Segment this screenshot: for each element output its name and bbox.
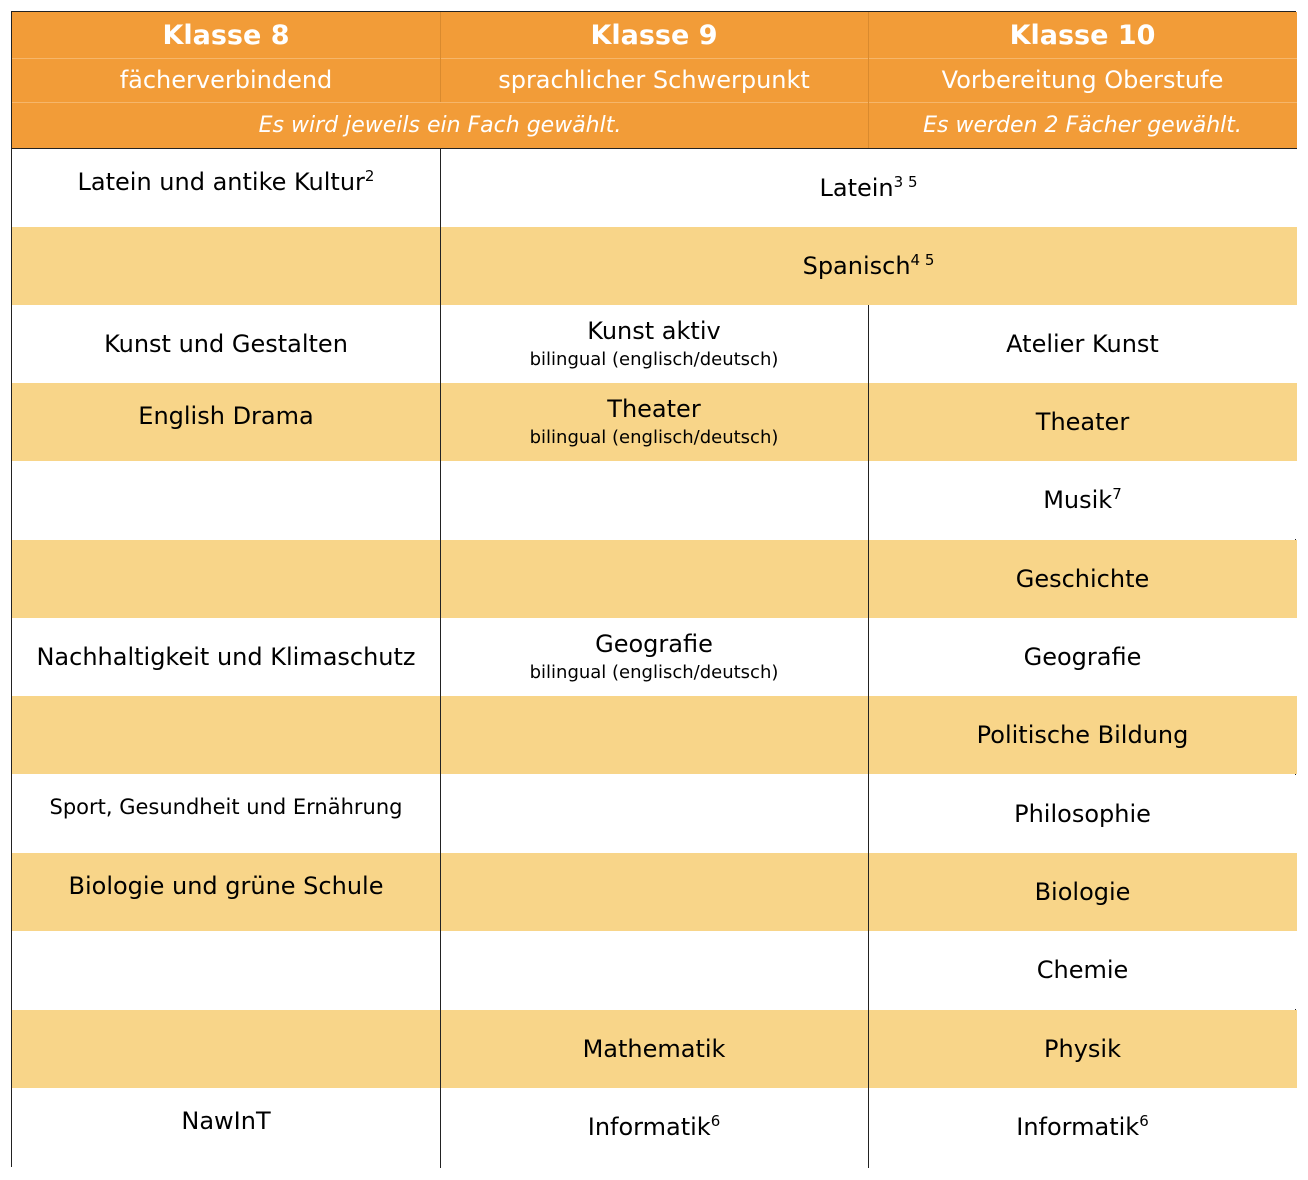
cell-geografie-10: Geografie [1023, 642, 1142, 671]
informatik-10-footnote: 6 [1139, 1112, 1149, 1131]
cell-geografie-9: Geografie bilingual (englisch/deutsch) [529, 630, 779, 683]
informatik-9-footnote: 6 [710, 1112, 721, 1131]
cell-geschichte-10: Geschichte [1015, 564, 1150, 593]
cell-spanisch-9-10 [440, 227, 1297, 305]
latein-9-10-footnote: 3 5 [893, 172, 918, 191]
cell-kunst-8: Kunst und Gestalten [104, 329, 348, 358]
cell-chemie-10: Chemie [1036, 956, 1129, 985]
cell-mathematik-9: Mathematik [582, 1034, 726, 1063]
cell-physik-10: Physik [1044, 1034, 1121, 1063]
cell-theater-9: Theater bilingual (englisch/deutsch) [529, 395, 779, 448]
musik-footnote: 7 [1112, 485, 1122, 504]
cell-biologie-8: Biologie und grüne Schule [68, 871, 384, 900]
cell-latein-8 [12, 149, 440, 215]
cell-philosophie-10: Philosophie [1014, 799, 1151, 828]
latein-8-label: Latein und antike Kultur [77, 167, 365, 196]
column-divider-8-9 [440, 148, 441, 1168]
cell-kunst-9: Kunst aktiv bilingual (englisch/deutsch) [529, 317, 779, 370]
spanisch-footnote: 4 5 [910, 250, 935, 269]
cell-latein-9-10 [440, 149, 1297, 227]
cell-politik-10: Politische Bildung [976, 721, 1189, 750]
subheader-klasse-8: fächerverbindend [12, 58, 440, 102]
cell-drama-8: English Drama [138, 401, 314, 430]
course-table [11, 11, 1296, 1167]
cell-sport-8: Sport, Gesundheit und Ernährung [49, 795, 403, 820]
note-klasse-8-9: Es wird jeweils ein Fach gewählt. [12, 102, 868, 148]
subheader-klasse-10: Vorbereitung Oberstufe [868, 58, 1297, 102]
header-klasse-9: Klasse 9 [440, 12, 868, 58]
musik-label: Musik [1043, 486, 1113, 515]
header-klasse-10: Klasse 10 [868, 12, 1297, 58]
cell-theater-10: Theater [1035, 407, 1130, 436]
cell-nawint-8: NawInT [181, 1106, 271, 1135]
header-klasse-8: Klasse 8 [12, 12, 440, 58]
cell-informatik-10 [868, 1088, 1297, 1167]
spanisch-label: Spanisch [802, 251, 911, 280]
subheader-klasse-9: sprachlicher Schwerpunkt [440, 58, 868, 102]
latein-8-footnote: 2 [364, 166, 375, 185]
cell-biologie-10: Biologie [1034, 877, 1131, 906]
cell-informatik-9 [440, 1088, 868, 1167]
latein-9-10-label: Latein [819, 173, 894, 202]
note-klasse-10: Es werden 2 Fächer gewählt. [868, 102, 1297, 148]
informatik-9-label: Informatik [587, 1113, 711, 1142]
cell-nachhaltigkeit-8: Nachhaltigkeit und Klimaschutz [36, 642, 416, 671]
informatik-10-label: Informatik [1016, 1113, 1140, 1142]
cell-musik-10 [868, 461, 1297, 540]
cell-kunst-10: Atelier Kunst [1006, 329, 1159, 358]
column-divider-9-10 [868, 305, 869, 1168]
